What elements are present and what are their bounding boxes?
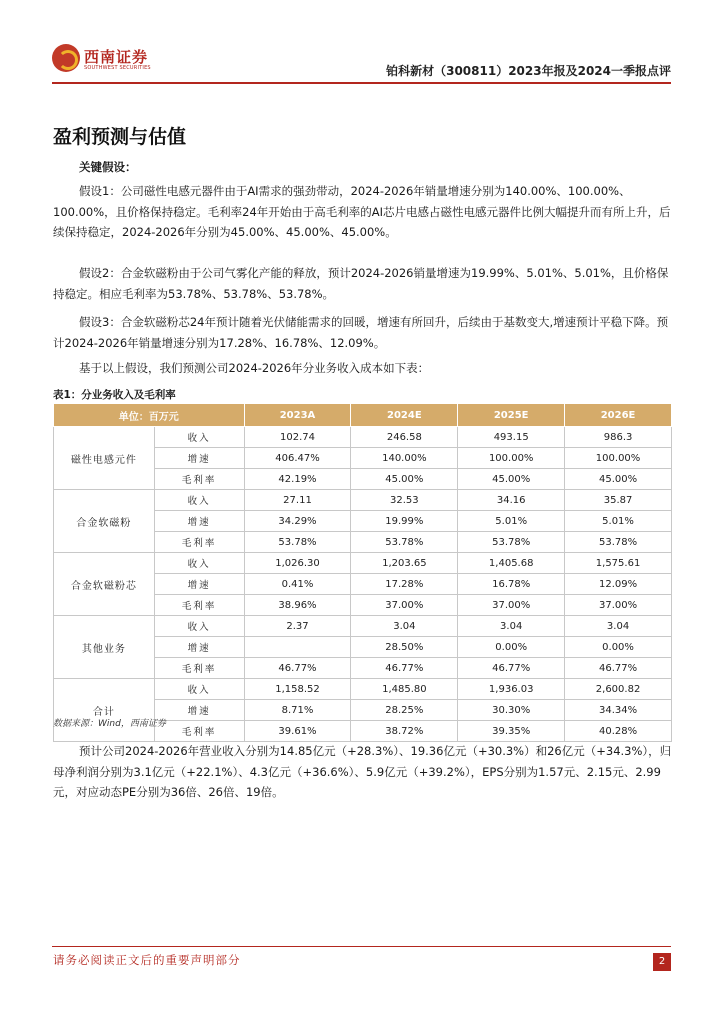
metric-label: 增速 bbox=[154, 448, 244, 469]
table-cell: 2.37 bbox=[244, 616, 351, 637]
assumption-3: 假设3：合金软磁粉芯24年预计随着光伏储能需求的回暖，增速有所回升，后续由于基数变大,增速预计平稳下降。预计2024-2026年销量增速分别为17.28%、16.78%、12.09%。 bbox=[53, 315, 669, 350]
table-cell: 986.3 bbox=[565, 427, 672, 448]
table-cell: 46.77% bbox=[458, 658, 565, 679]
table-cell: 45.00% bbox=[351, 469, 458, 490]
table-cell: 37.00% bbox=[565, 595, 672, 616]
metric-label: 收入 bbox=[154, 427, 244, 448]
logo-chinese-name: 西南证券 bbox=[84, 48, 149, 66]
table-cell: 5.01% bbox=[565, 511, 672, 532]
assumption-1: 假设1：公司磁性电感元器件由于AI需求的强劲带动，2024-2026年销量增速分别为140.00%、100.00%、100.00%，且价格保持稳定。毛利率24年开始由于高毛利率的AI芯片电感占磁性电感元器件比例大幅提升而有所上升，后续保持稳定，2024-2026年分别为45.00%、45.00%、45.00%。 bbox=[53, 184, 671, 239]
table-cell: 0.00% bbox=[458, 637, 565, 658]
table-cell: 0.00% bbox=[565, 637, 672, 658]
metric-label: 毛利率 bbox=[154, 721, 244, 742]
table-cell: 8.71% bbox=[244, 700, 351, 721]
unit-header: 单位：百万元 bbox=[54, 404, 245, 427]
table-cell: 39.35% bbox=[458, 721, 565, 742]
page-number: 2 bbox=[653, 953, 671, 971]
table-cell: 1,026.30 bbox=[244, 553, 351, 574]
assumptions-title: 关键假设： bbox=[79, 160, 137, 174]
table-cell: 100.00% bbox=[565, 448, 672, 469]
table-cell: 34.16 bbox=[458, 490, 565, 511]
metric-label: 收入 bbox=[154, 616, 244, 637]
table-cell: 19.99% bbox=[351, 511, 458, 532]
metric-label: 增速 bbox=[154, 700, 244, 721]
table-cell: 46.77% bbox=[351, 658, 458, 679]
table-cell: 1,936.03 bbox=[458, 679, 565, 700]
table-cell: 1,575.61 bbox=[565, 553, 672, 574]
table-cell: 42.19% bbox=[244, 469, 351, 490]
table-row bbox=[54, 427, 672, 448]
metric-label: 增速 bbox=[154, 637, 244, 658]
table-cell: 16.78% bbox=[458, 574, 565, 595]
table-cell: 35.87 bbox=[565, 490, 672, 511]
table-cell: 39.61% bbox=[244, 721, 351, 742]
table-title: 表1：分业务收入及毛利率 bbox=[53, 389, 176, 401]
table-cell: 1,158.52 bbox=[244, 679, 351, 700]
data-source: 数据来源：Wind，西南证券 bbox=[53, 719, 166, 729]
table-header-row bbox=[54, 404, 672, 427]
table-cell: 17.28% bbox=[351, 574, 458, 595]
year-header: 2023A bbox=[244, 404, 351, 427]
table-cell: 40.28% bbox=[565, 721, 672, 742]
table-row bbox=[54, 553, 672, 574]
metric-label: 毛利率 bbox=[154, 595, 244, 616]
company-logo bbox=[52, 44, 152, 74]
table-row bbox=[54, 616, 672, 637]
metric-label: 毛利率 bbox=[154, 658, 244, 679]
table-row bbox=[54, 490, 672, 511]
header-divider bbox=[52, 82, 671, 84]
year-header: 2026E bbox=[565, 404, 672, 427]
table-cell: 45.00% bbox=[565, 469, 672, 490]
table-cell: 53.78% bbox=[351, 532, 458, 553]
table-cell: 2,600.82 bbox=[565, 679, 672, 700]
table-cell: 30.30% bbox=[458, 700, 565, 721]
table-cell: 53.78% bbox=[458, 532, 565, 553]
business-segment: 磁性电感元件 bbox=[54, 427, 155, 490]
table-cell: 37.00% bbox=[458, 595, 565, 616]
year-header: 2025E bbox=[458, 404, 565, 427]
year-header: 2024E bbox=[351, 404, 458, 427]
table-cell: 140.00% bbox=[351, 448, 458, 469]
table-cell: 46.77% bbox=[565, 658, 672, 679]
metric-label: 增速 bbox=[154, 574, 244, 595]
business-segment: 合计 bbox=[54, 679, 155, 742]
table-cell: 406.47% bbox=[244, 448, 351, 469]
table-intro: 基于以上假设，我们预测公司2024-2026年分业务收入成本如下表： bbox=[79, 361, 430, 375]
table-cell: 3.04 bbox=[458, 616, 565, 637]
assumption-2: 假设2：合金软磁粉由于公司气雾化产能的释放，预计2024-2026销量增速为19.99%、5.01%、5.01%，且价格保持稳定。相应毛利率为53.78%、53.78%、53.78%。 bbox=[53, 266, 669, 301]
disclaimer-notice: 请务必阅读正文后的重要声明部分 bbox=[53, 953, 241, 967]
table-cell: 28.50% bbox=[351, 637, 458, 658]
table-cell: 34.34% bbox=[565, 700, 672, 721]
table-cell: 0.41% bbox=[244, 574, 351, 595]
table-cell: 46.77% bbox=[244, 658, 351, 679]
table-cell: 34.29% bbox=[244, 511, 351, 532]
metric-label: 毛利率 bbox=[154, 532, 244, 553]
table-cell: 27.11 bbox=[244, 490, 351, 511]
table-cell: 246.58 bbox=[351, 427, 458, 448]
table-cell: 53.78% bbox=[565, 532, 672, 553]
forecast-paragraph: 预计公司2024-2026年营业收入分别为14.85亿元（+28.3%）、19.36亿元（+30.3%）和26亿元（+34.3%），归母净利润分别为3.1亿元（+22.1%）、4.3亿元（+36.6%）、5.9亿元（+39.2%），EPS分别为1.57元、2.15元、2.99元，对应动态PE分别为36倍、26倍、19倍。 bbox=[53, 744, 672, 799]
business-segment: 合金软磁粉芯 bbox=[54, 553, 155, 616]
table-cell: 3.04 bbox=[351, 616, 458, 637]
table-cell: 37.00% bbox=[351, 595, 458, 616]
table-cell: 1,485.80 bbox=[351, 679, 458, 700]
metric-label: 毛利率 bbox=[154, 469, 244, 490]
table-cell: 5.01% bbox=[458, 511, 565, 532]
logo-icon bbox=[52, 44, 80, 72]
table-cell: 28.25% bbox=[351, 700, 458, 721]
table-cell: 38.96% bbox=[244, 595, 351, 616]
table-row bbox=[54, 679, 672, 700]
business-segment: 其他业务 bbox=[54, 616, 155, 679]
table-cell: 45.00% bbox=[458, 469, 565, 490]
logo-english-name: SOUTHWEST SECURITIES bbox=[84, 65, 151, 71]
table-cell: 32.53 bbox=[351, 490, 458, 511]
table-cell: 53.78% bbox=[244, 532, 351, 553]
report-header-title: 铂科新材（300811）2023年报及2024一季报点评 bbox=[386, 64, 671, 78]
metric-label: 收入 bbox=[154, 553, 244, 574]
table-cell: 3.04 bbox=[565, 616, 672, 637]
section-title: 盈利预测与估值 bbox=[53, 126, 187, 148]
table-cell: 38.72% bbox=[351, 721, 458, 742]
footer-divider bbox=[52, 946, 671, 947]
table-cell: 1,203.65 bbox=[351, 553, 458, 574]
revenue-margin-table bbox=[53, 403, 672, 742]
table-cell: 100.00% bbox=[458, 448, 565, 469]
table-cell: 493.15 bbox=[458, 427, 565, 448]
table-cell: 1,405.68 bbox=[458, 553, 565, 574]
metric-label: 收入 bbox=[154, 679, 244, 700]
metric-label: 增速 bbox=[154, 511, 244, 532]
table-cell: 12.09% bbox=[565, 574, 672, 595]
table-cell: 102.74 bbox=[244, 427, 351, 448]
table-cell bbox=[244, 637, 351, 658]
metric-label: 收入 bbox=[154, 490, 244, 511]
business-segment: 合金软磁粉 bbox=[54, 490, 155, 553]
